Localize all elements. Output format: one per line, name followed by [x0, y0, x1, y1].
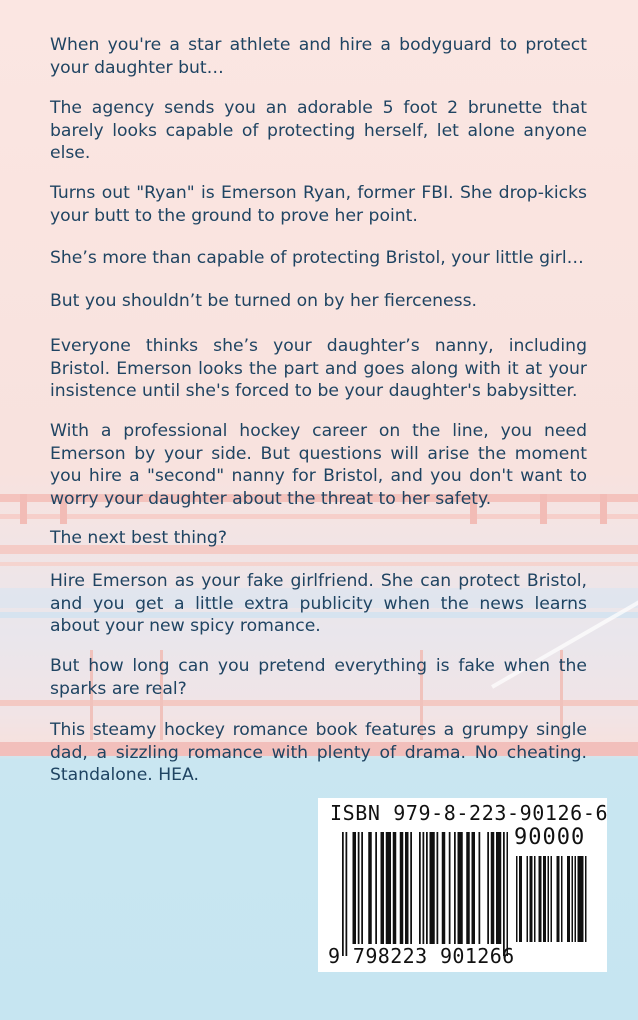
- arena-band: [0, 562, 638, 566]
- barcode-bar: [342, 832, 344, 956]
- blurb-paragraph: With a professional hockey career on the line, you need Emerson by your side. But questions will arise the moment you hire a "second" nanny for Bristol, and you don't want to worry your daughter about the threat to her safety.: [50, 421, 587, 509]
- blurb-paragraph: Everyone thinks she’s your daughter’s nanny, including Bristol. Emerson looks the part and goes along with it at your insistence until she's forced to be your daughter's babysitter.: [50, 336, 587, 401]
- blurb-paragraph: Hire Emerson as your fake girlfriend. She can protect Bristol, and you get a little extra publicity when the news learns about your new spicy romance.: [50, 571, 587, 636]
- barcode-bar: [548, 856, 550, 942]
- barcode-bar: [557, 856, 560, 942]
- barcode-bar: [551, 856, 553, 942]
- barcode-bar: [534, 856, 536, 942]
- barcode-bar: [567, 856, 570, 942]
- barcode-bar: [487, 832, 489, 944]
- barcode-bar: [516, 856, 518, 942]
- blurb-paragraph: Turns out "Ryan" is Emerson Ryan, former FBI. She drop-kicks your butt to the ground to prove her point.: [50, 183, 587, 226]
- barcode-bar: [530, 856, 533, 942]
- barcode-bar: [491, 832, 495, 944]
- barcode-bar: [419, 832, 421, 944]
- barcode-bar: [437, 832, 439, 944]
- barcode-bar: [426, 832, 428, 944]
- ean-barcode-bars: [342, 832, 508, 958]
- blurb-paragraph: But you shouldn’t be turned on by her fierceness.: [50, 291, 477, 311]
- barcode-bar: [346, 832, 348, 956]
- arena-post: [20, 494, 27, 524]
- barcode-bar: [585, 856, 587, 942]
- barcode-bar: [368, 832, 372, 944]
- arena-post: [600, 494, 607, 524]
- arena-band: [0, 700, 638, 706]
- blurb-paragraph: But how long can you pretend everything is fake when the sparks are real?: [50, 656, 587, 699]
- barcode-bar: [503, 832, 505, 956]
- barcode-bar: [458, 832, 463, 944]
- barcode-bar: [400, 832, 404, 944]
- barcode-bar: [358, 832, 360, 944]
- barcode-bar: [539, 856, 542, 942]
- ean-digits: 9 798223 901266: [328, 944, 515, 968]
- isbn-barcode: [318, 798, 607, 972]
- addon-barcode-bars: [516, 856, 596, 946]
- barcode-bar: [442, 832, 446, 944]
- barcode-bar: [381, 832, 385, 944]
- blurb-paragraph: The agency sends you an adorable 5 foot 2 brunette that barely looks capable of protecting herself, let alone anyone else.: [50, 98, 587, 163]
- barcode-bar: [519, 856, 522, 942]
- blurb-paragraph: This steamy hockey romance book features a grumpy single dad, a sizzling romance with plenty of drama. No cheating. Standalone. HEA.: [50, 720, 587, 785]
- barcode-bar: [507, 832, 509, 956]
- barcode-bar: [353, 832, 357, 944]
- barcode-bar: [423, 832, 425, 944]
- barcode-bar: [527, 856, 529, 942]
- barcode-bar: [361, 832, 363, 944]
- barcode-bar: [386, 832, 391, 944]
- barcode-bar: [466, 832, 470, 944]
- blurb-paragraph: When you're a star athlete and hire a bodyguard to protect your daughter but…: [50, 35, 587, 78]
- barcode-bar: [496, 832, 501, 944]
- blurb-paragraph: She’s more than capable of protecting Bristol, your little girl…: [50, 248, 584, 268]
- barcode-bar: [472, 832, 476, 944]
- barcode-bar: [578, 856, 584, 942]
- price-addon-number: 90000: [514, 825, 586, 850]
- isbn-label: ISBN 979-8-223-90126-6: [330, 801, 609, 825]
- barcode-bar: [375, 832, 377, 944]
- barcode-bar: [405, 832, 409, 944]
- blurb-paragraph: The next best thing?: [50, 528, 227, 548]
- barcode-bar: [543, 856, 546, 942]
- barcode-bar: [572, 856, 574, 942]
- barcode-bar: [410, 832, 412, 944]
- barcode-bar: [575, 856, 577, 942]
- barcode-bar: [430, 832, 435, 944]
- barcode-bar: [561, 856, 563, 942]
- barcode-bar: [393, 832, 397, 944]
- barcode-bar: [479, 832, 481, 944]
- barcode-bar: [449, 832, 451, 944]
- barcode-bar: [454, 832, 456, 944]
